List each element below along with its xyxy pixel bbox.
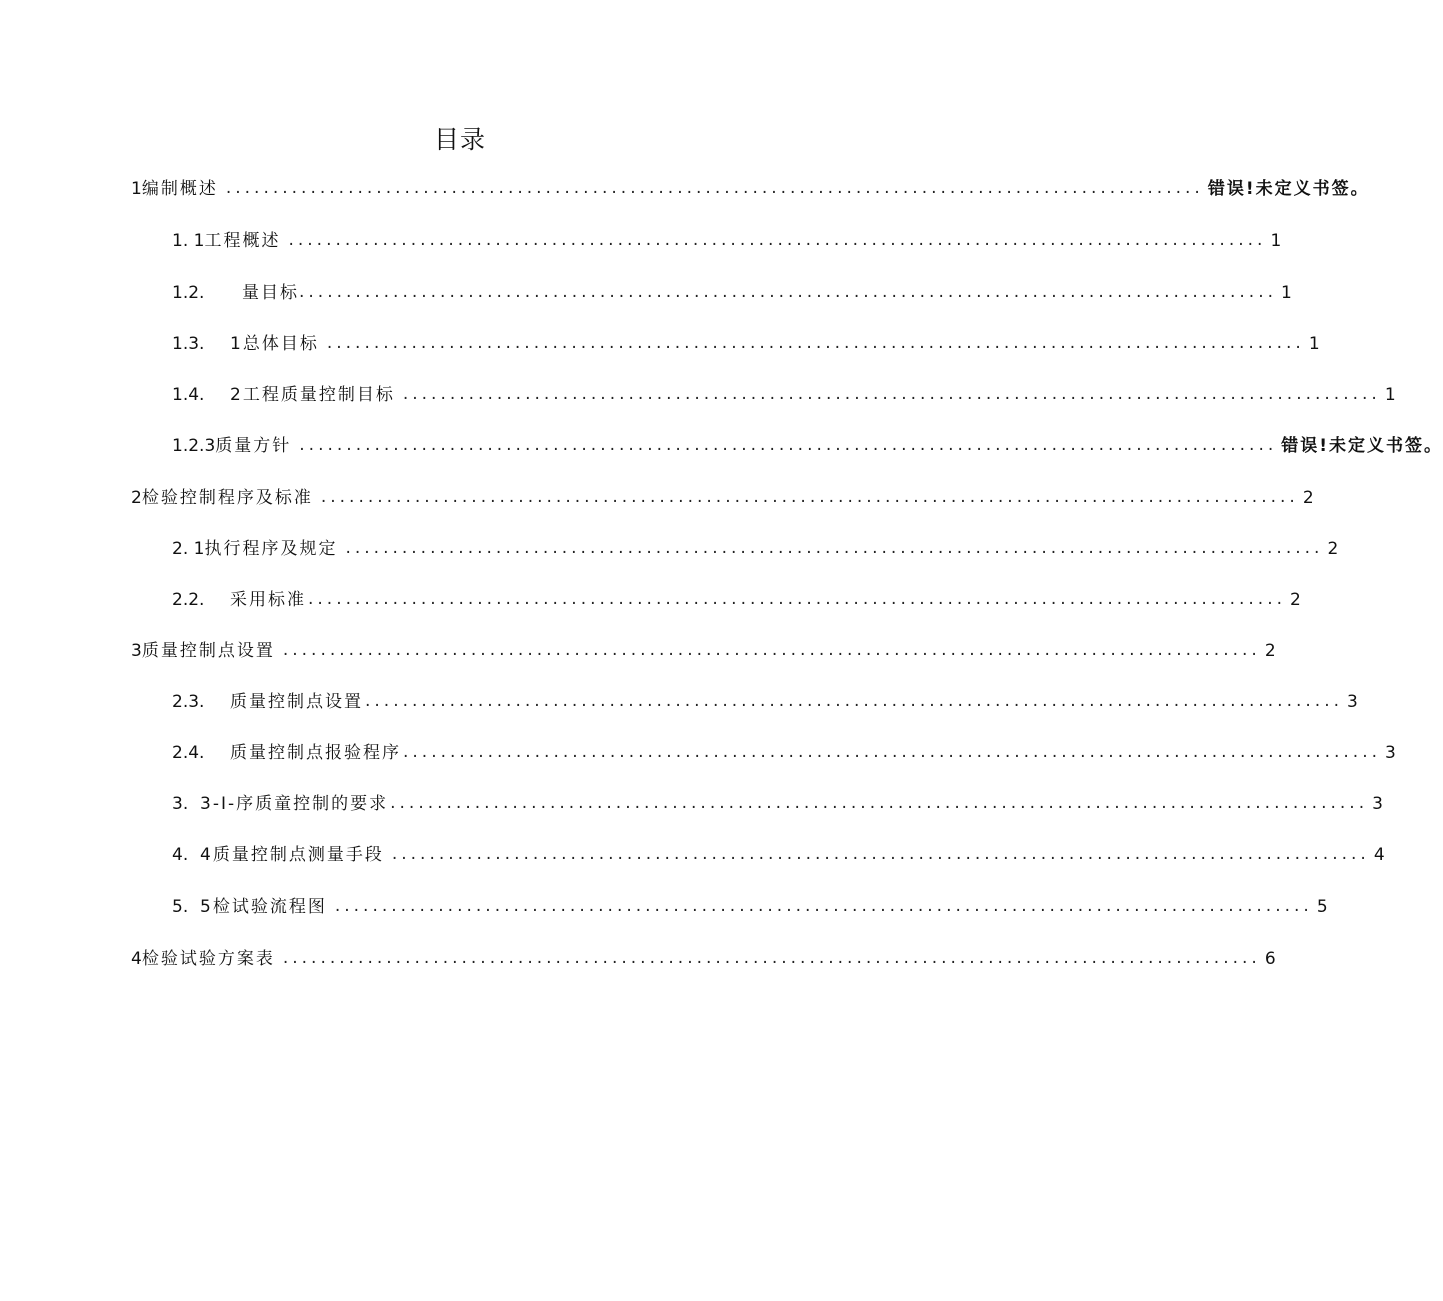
toc-leader-dots: ........................................................................................................	[390, 793, 1369, 813]
toc-entry-text: 质量控制点设置	[230, 692, 363, 712]
toc-leader-dots: ........................................................................................................	[334, 896, 1313, 916]
toc-entry[interactable]	[172, 228, 1282, 254]
toc-leader-dots: ........................................................................................................	[288, 230, 1267, 250]
toc-entry-page: 错误!未定义书签。	[1281, 436, 1443, 456]
toc-entry-text: 量目标	[242, 283, 299, 303]
toc-entry-number: 2. 1	[172, 539, 205, 559]
toc-entry-text: 1总体目标	[230, 334, 319, 354]
toc-entry-page: 错误!未定义书签。	[1207, 179, 1370, 199]
toc-entry[interactable]	[172, 842, 1385, 868]
toc-title: 目录	[433, 125, 486, 154]
toc-leader-dots: ........................................................................................................	[345, 538, 1324, 558]
toc-entry-number: 5.	[172, 897, 189, 917]
toc-entry-page: 5	[1316, 897, 1328, 917]
toc-entry-page: 2	[1327, 539, 1339, 559]
toc-entry-text: 质量控制点报验程序	[230, 743, 401, 763]
toc-entry[interactable]	[172, 536, 1339, 562]
toc-entry[interactable]	[172, 740, 1396, 766]
toc-entry-number: 1.2.3	[172, 436, 216, 456]
toc-leader-dots: ........................................................................................................	[320, 487, 1299, 507]
toc-entry-number: 1.4.	[172, 385, 205, 405]
toc-leader-dots: ........................................................................................................	[282, 640, 1261, 660]
toc-leader-dots: ........................................................................................................	[391, 844, 1370, 864]
toc-entry[interactable]	[131, 946, 1276, 972]
toc-entry[interactable]	[172, 791, 1383, 817]
toc-entry-number: 1.2.	[172, 283, 205, 303]
toc-leader-dots: ........................................................................................................	[365, 691, 1343, 711]
toc-entry-number: 4	[131, 949, 142, 969]
toc-entry-text: 编制概述	[141, 179, 218, 199]
toc-entry-text: 工程概述	[204, 231, 281, 251]
toc-entry-page: 2	[1302, 488, 1314, 508]
toc-entry[interactable]	[172, 689, 1358, 715]
toc-entry[interactable]	[131, 638, 1276, 664]
toc-entry-page: 3	[1385, 743, 1396, 763]
toc-leader-dots: ........................................................................................................	[299, 435, 1278, 455]
toc-entry-text: 4质量控制点测量手段	[200, 845, 384, 865]
toc-entry-number: 4.	[172, 845, 189, 865]
toc-entry-page: 4	[1373, 845, 1385, 865]
toc-entry[interactable]	[172, 433, 1443, 459]
toc-entry-number: 1.3.	[172, 334, 205, 354]
toc-entry-page: 6	[1264, 949, 1276, 969]
toc-entry-page: 2	[1290, 590, 1301, 610]
toc-entry-text: 检验控制程序及标准	[141, 488, 313, 508]
toc-entry-text: 2工程质量控制目标	[230, 385, 395, 405]
toc-leader-dots: ........................................................................................................	[282, 948, 1261, 968]
toc-entry-text: 3-I-序质童控制的要求	[200, 794, 389, 814]
toc-entry-number: 2.2.	[172, 590, 205, 610]
toc-entry-number: 3.	[172, 794, 189, 814]
toc-entry[interactable]	[131, 176, 1370, 202]
toc-entry-number: 2	[131, 488, 142, 508]
toc-entry-text: 质量控制点设置	[141, 641, 275, 661]
toc-leader-dots: ........................................................................................................	[225, 178, 1204, 198]
toc-entry-number: 1. 1	[172, 231, 205, 251]
toc-entry-number: 3	[131, 641, 142, 661]
toc-entry[interactable]	[172, 280, 1292, 306]
toc-entry-number: 2.4.	[172, 743, 205, 763]
toc-leader-dots: ........................................................................................................	[299, 282, 1277, 302]
toc-entry-page: 2	[1264, 641, 1276, 661]
toc-leader-dots: ........................................................................................................	[403, 742, 1381, 762]
toc-entry-page: 1	[1270, 231, 1282, 251]
toc-entry-text: 采用标准	[230, 590, 306, 610]
toc-entry-page: 1	[1308, 334, 1320, 354]
toc-entry[interactable]	[131, 485, 1314, 511]
toc-entry-text: 质量方针	[215, 436, 292, 456]
toc-leader-dots: ........................................................................................................	[308, 589, 1286, 609]
toc-leader-dots: ........................................................................................................	[402, 384, 1381, 404]
toc-entry-page: 3	[1347, 692, 1358, 712]
toc-leader-dots: ........................................................................................................	[326, 333, 1305, 353]
toc-entry-text: 执行程序及规定	[204, 539, 338, 559]
toc-entry-number: 2.3.	[172, 692, 205, 712]
toc-entry[interactable]	[172, 587, 1301, 613]
toc-entry-text: 5检试验流程图	[200, 897, 327, 917]
toc-entry[interactable]	[172, 894, 1328, 920]
toc-entry-page: 1	[1384, 385, 1396, 405]
toc-entry-text: 检验试验方案表	[141, 949, 275, 969]
toc-entry[interactable]	[172, 382, 1396, 408]
toc-entry-number: 1	[131, 179, 142, 199]
toc-entry[interactable]	[172, 331, 1320, 357]
toc-entry-page: 3	[1372, 794, 1383, 814]
toc-entry-page: 1	[1281, 283, 1292, 303]
